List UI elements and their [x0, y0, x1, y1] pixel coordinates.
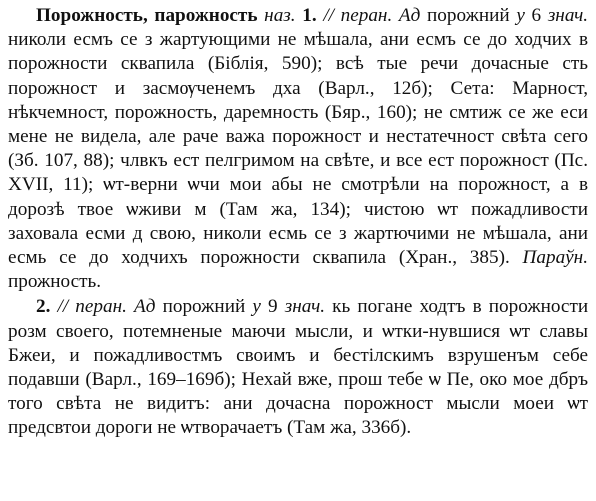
text-segment: нувшися ѡт славы Б: [8, 320, 588, 366]
text-segment: и засмѹчен: [114, 77, 225, 99]
text-segment: свою, николи есмь се з: [149, 222, 347, 244]
text-segment: жарт: [353, 222, 394, 244]
text-segment: ѣли на порожност, а в дорозѣ твое: [8, 174, 589, 220]
dictionary-entry: [8, 4, 588, 441]
text-segment: (Там жа, 134); чистою ѡт пожадливости заховала есми д: [8, 198, 589, 244]
text-segment: тои дороги не ѡтворачаетъ (Там жа, 336б).: [63, 417, 412, 439]
ref-word: порожний: [162, 296, 246, 318]
closing-word: прожность.: [8, 271, 102, 293]
text-segment: бръ того св: [8, 369, 588, 415]
sense-number: 2.: [36, 296, 51, 318]
text-segment: ѣта не видитъ: ани дочасна: [73, 393, 331, 415]
text-segment: взрушен: [447, 344, 517, 366]
ref-intro: Ад: [398, 5, 421, 26]
ref-intro: Ад: [134, 296, 156, 318]
text-segment: порожност и нестатечност св: [272, 126, 519, 148]
headword: Порожность, парожность: [36, 5, 258, 26]
text-segment: верни ѡчи мои абы не смотр: [130, 174, 390, 196]
text-segment: е, око мое д: [460, 369, 559, 391]
text-segment: , нѣкчемност, порожность, даремность (Бяр., 160); не см: [8, 77, 588, 123]
text-segment: тиж се же еси мене не видела, але раче: [8, 101, 588, 148]
text-segment: ть порожност: [8, 53, 588, 99]
text-segment: ѡживи м: [126, 198, 207, 220]
text-segment: чих в порожности сквапила (Біблія, 590); вс: [8, 29, 589, 75]
text-segment: тъ в: [447, 296, 482, 318]
text-segment: лвкъ ест пелгримом на свѣте, и все ест порожност (Пс. XVII, 11); ѡт-: [8, 150, 588, 196]
text-segment: своего, потемненые маючи мысли, и ѡтки-: [46, 320, 429, 342]
sense-2-paragraph: [8, 295, 588, 440]
text-segment: николи есмъ се з жар: [8, 29, 191, 51]
text-segment: тебе ѡ П: [388, 369, 461, 391]
text-segment: м: [34, 320, 47, 342]
ref-num: 6: [531, 5, 542, 26]
text-segment: важа: [225, 126, 265, 148]
ref-znach: знач.: [284, 296, 326, 318]
ref-znach: знач.: [547, 5, 589, 26]
ref-y: у: [252, 296, 261, 318]
sense-1-paragraph: [8, 4, 588, 294]
text-segment: емъ д: [224, 77, 283, 99]
text-segment: жеи, и пожадливост: [19, 344, 201, 366]
text-segment: мъ своимъ и бестi: [200, 344, 375, 366]
text-segment: ета: Марност: [463, 77, 584, 99]
ref-word: порожний: [427, 5, 510, 26]
text-segment: ѣта сего (Зб. 107, 88); ч: [8, 126, 588, 172]
sense-number: 1.: [302, 5, 317, 26]
ref-y: у: [516, 5, 525, 26]
text-segment: ѣ тые речи дочасные с: [353, 53, 571, 75]
text-segment: лскимъ: [374, 344, 434, 366]
grammar-label: наз.: [264, 5, 296, 26]
text-segment: ючими не мѣшала, ани есмь се до ход: [8, 222, 589, 269]
text-segment: тующими не мѣшала, ани есмъ се до ход: [190, 29, 543, 51]
text-segment: в: [54, 417, 63, 439]
text-segment: порожности роз: [8, 296, 589, 342]
text-segment: чихъ порожности сквапила (Хран., 385).: [148, 247, 510, 269]
text-segment: кь погане ход: [332, 296, 448, 318]
ref-num: 9: [268, 296, 278, 318]
text-segment: порожност мысли моеи ѡт предс: [8, 393, 588, 439]
text-segment: ъм себе подавши (Варл., 169–169б); Нехай вже, прош: [8, 344, 589, 391]
sense-label: // перан.: [323, 5, 393, 26]
text-segment: ха (Варл., 12б); С: [282, 77, 464, 99]
closing-label: Параўн.: [522, 247, 589, 269]
sense-label: // перан.: [57, 296, 127, 318]
